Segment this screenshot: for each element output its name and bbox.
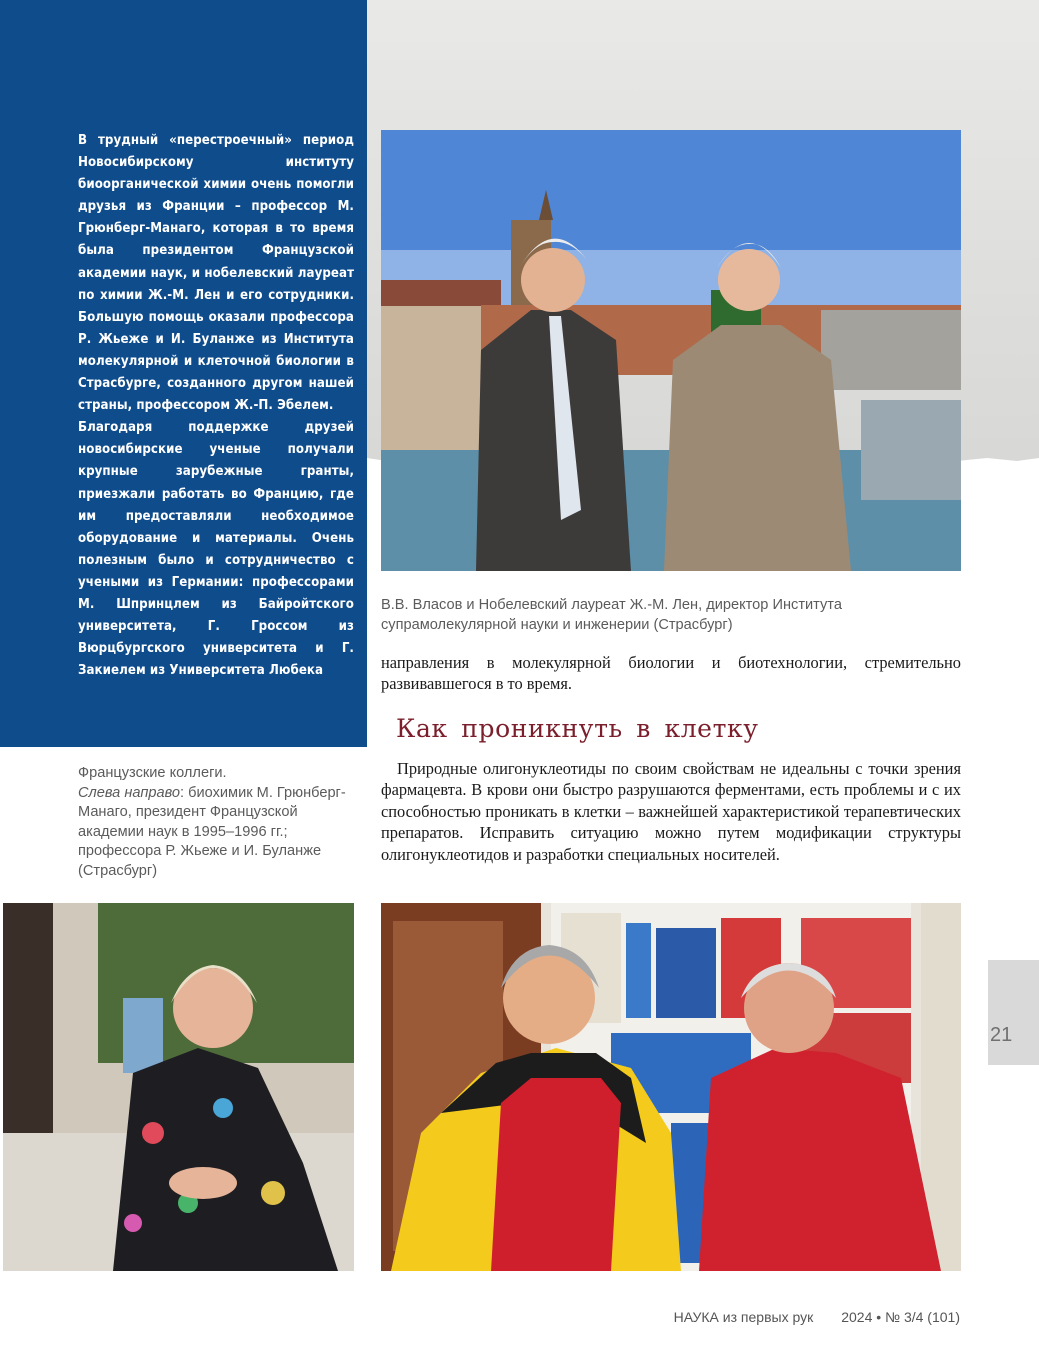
footer-issue: 2024 • № 3/4 (101) xyxy=(841,1309,960,1325)
caption-top-photo-text: В.В. Власов и Нобелевский лауреат Ж.-М. Лен, директор Института супрамолекулярной науки и инженерии (Страсбург) xyxy=(381,597,842,633)
photo-vlasov-lehn xyxy=(381,130,961,571)
sidebar-text xyxy=(78,130,354,682)
footer xyxy=(674,1309,960,1325)
caption-french-title: Французские коллеги. xyxy=(78,765,227,781)
footer-magazine: НАУКА из первых рук xyxy=(673,1309,814,1325)
page-number: 21 xyxy=(990,1024,1013,1046)
caption-french-direction: Слева направо xyxy=(78,784,181,801)
photo-giege-boulanger xyxy=(381,903,961,1271)
caption-top-photo xyxy=(381,596,961,635)
page-tab xyxy=(988,960,1039,1065)
section-paragraph: Природные олигонуклеотиды по своим свойствам не идеальны с точки зрения фармацевта. В крови они быстро разрушаются ферментами, есть проблемы и с их способностью проникать в клетки – важнейшей характеристикой терапевтических препаратов. Исправить ситуацию можно путем модификации структуры олигонуклеотидов и разработки специальных носителей. xyxy=(381,759,961,864)
sidebar-paragraph-1: В трудный «перестроечный» период Новосибирскому институту биоорганической химии очень помогли друзья из Франции – профессор М. Грюнберг-Манаго, которая в то время была президентом Французской академии наук, и нобелевский лауреат по химии Ж.-М. Лен и его сотрудники. Большую помощь оказали профессора Р. Жьеже и И. Буланже из Института молекулярной и клеточной биологии в Страсбурге, созданного другом нашей страны, профессором Ж.-П. Эбелем. xyxy=(78,133,354,414)
continued-paragraph: направления в молекулярной биологии и биотехнологии, стремительно развивавшегося в то время. xyxy=(381,653,961,694)
caption-french-body: : биохимик М. Грюнберг-Манаго, президент Французской академии наук в 1995–1996 гг.; профессора Р. Жьеже и И. Буланже (Страсбург) xyxy=(78,784,346,879)
caption-french-colleagues xyxy=(78,764,363,881)
section-heading: Как проникнуть в клетку xyxy=(396,714,759,743)
photo-grunberg-manago xyxy=(3,903,354,1271)
sidebar-paragraph-2: Благодаря поддержке друзей новосибирские ученые получали крупные зарубежные гранты, приезжали работать во Францию, где им предоставляли необходимое оборудование и материалы. Очень полезным было и сотрудничество с учеными из Германии: профессорами М. Шпринцлем из Байройтского университета, Г. Гроссом из Вюрцбургского университета и Г. Закиелем из Университета Любека xyxy=(78,420,354,679)
